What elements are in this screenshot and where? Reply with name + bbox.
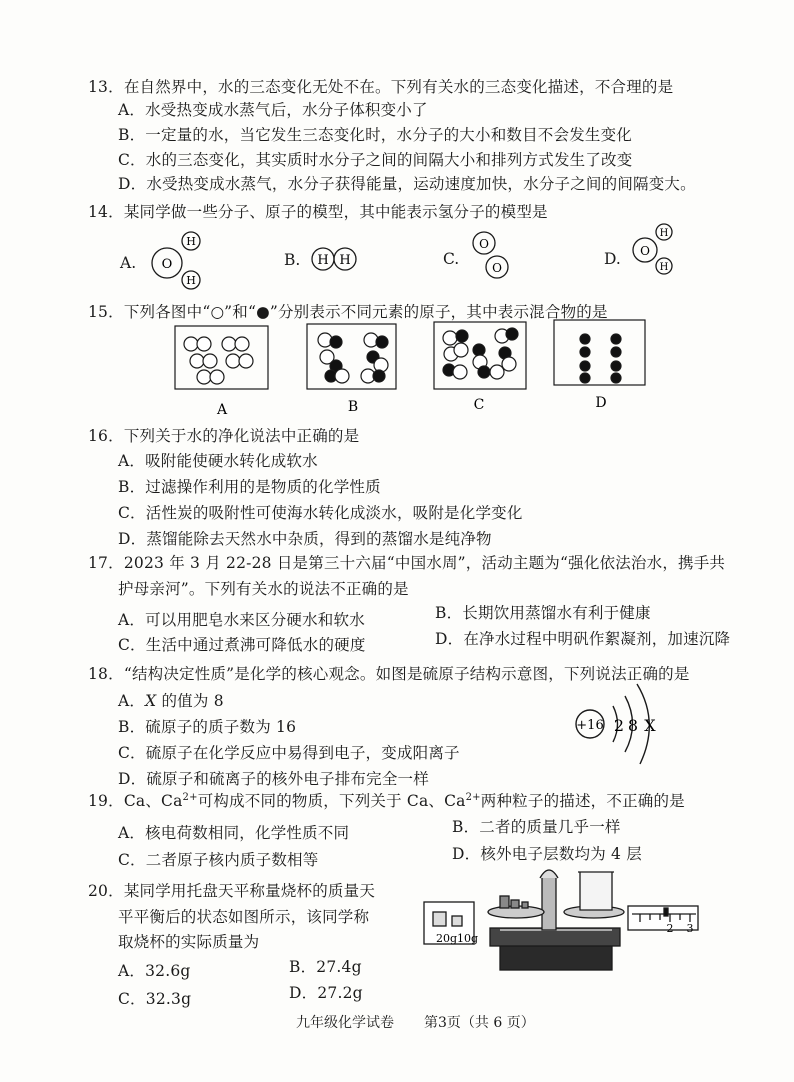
model-c-o2-label: O: [492, 261, 502, 275]
q18-option-a-rest: 的值为 8: [156, 692, 224, 710]
q16-option-a: A．吸附能使硬水转化成软水: [118, 452, 318, 470]
q20-option-d: D．27.2g: [289, 984, 363, 1002]
q19-option-c: C．二者原子核内质子数相等: [118, 851, 319, 869]
shell1-electrons: 2: [613, 716, 625, 735]
q13-stem: 13．在自然界中，水的三态变化无处不在。下列有关水的三态变化描述，不合理的是: [88, 78, 674, 96]
q15-box-c: [434, 322, 526, 389]
q19-stem-a: 19．Ca、Ca: [88, 792, 183, 810]
q19-option-a: A．核电荷数相同，化学性质不同: [118, 824, 350, 842]
q16-option-c: C．活性炭的吸附性可使海水转化成淡水，吸附是化学变化: [118, 504, 523, 522]
q19-option-b: B．二者的质量几乎一样: [452, 818, 621, 836]
shell3-electrons: X: [644, 716, 656, 735]
q16-option-d: D．蒸馏能除去天然水中杂质，得到的蒸馏水是纯净物: [118, 530, 492, 548]
q20-stem-line1: 20．某同学用托盘天平称量烧杯的质量天: [88, 882, 376, 900]
q14-option-d: D.: [604, 250, 621, 268]
q17-option-b: B．长期饮用蒸馏水有利于健康: [435, 604, 651, 622]
ruler-tick-3: 3: [686, 922, 694, 935]
q15-box-b: [307, 324, 396, 389]
model-b-h2-label: H: [339, 253, 351, 268]
footer-subject: 九年级化学试卷: [296, 1015, 394, 1031]
q18-option-c: C．硫原子在化学反应中易得到电子，变成阳离子: [118, 744, 460, 762]
q19-option-d: D．核外电子层数均为 4 层: [452, 845, 642, 863]
q16-option-b: B．过滤操作利用的是物质的化学性质: [118, 478, 381, 496]
q13-option-d: D．水受热变成水蒸气，水分子获得能量，运动速度加快，水分子之间的间隔变大。: [118, 175, 696, 193]
model-a-h1-label: H: [186, 235, 196, 248]
q15-label-d: D: [595, 395, 607, 411]
q18-option-a-prefix: A．: [118, 692, 146, 710]
model-d-h2-label: H: [659, 262, 669, 273]
model-b-h1-label: H: [317, 253, 329, 268]
q15-box-a: [175, 326, 268, 389]
model-a-h2-label: H: [186, 274, 196, 287]
q20-option-b: B．27.4g: [289, 958, 362, 976]
footer-page: 第3页（共 6 页）: [424, 1015, 535, 1031]
balance-diagram: [424, 870, 698, 970]
q20-option-c: C．32.3g: [118, 990, 192, 1008]
q17-option-a: A．可以用肥皂水来区分硬水和软水: [118, 611, 365, 629]
q17-stem-line2: 护母亲河”。下列有关水的说法不正确的是: [118, 580, 409, 598]
model-c-o1-label: O: [479, 237, 489, 251]
q20-stem-line2: 平平衡后的状态如图所示，该同学称: [118, 908, 370, 926]
q19-stem-c: 两种粒子的描述，不正确的是: [480, 792, 685, 810]
q14-option-a: A.: [120, 254, 137, 272]
shell2-electrons: 8: [627, 716, 639, 735]
q19-sup2: 2+: [465, 791, 481, 803]
q14-stem: 14．某同学做一些分子、原子的模型，其中能表示氢分子的模型是: [88, 203, 548, 221]
q20-stem-line3: 取烧杯的实际质量为: [118, 933, 260, 951]
q18-option-d: D．硫原子和硫离子的核外电子排布完全一样: [118, 770, 429, 788]
q17-option-c: C．生活中通过煮沸可降低水的硬度: [118, 636, 366, 654]
q17-stem-line1: 17．2023 年 3 月 22-28 日是第三十六届“中国水周”，活动主题为“强化依法治水，携手共: [88, 554, 726, 572]
q19-sup1: 2+: [182, 791, 198, 803]
q13-option-a: A．水受热变成水蒸气后，水分子体积变小了: [118, 101, 428, 119]
q19-stem-b: 可构成不同的物质，下列关于 Ca、Ca: [197, 792, 466, 810]
q18-option-a: [118, 690, 224, 712]
q17-option-d: D．在净水过程中明矾作絮凝剂，加速沉降: [435, 630, 731, 648]
q15-box-d: [554, 320, 645, 385]
ruler-tick-2: 2: [666, 922, 674, 935]
model-a-o-label: O: [161, 257, 173, 272]
q18-option-b: B．硫原子的质子数为 16: [118, 718, 297, 736]
nucleus-charge: +16: [576, 718, 604, 733]
q13-option-b: B．一定量的水，当它发生三态变化时，水分子的大小和数目不会发生变化: [118, 126, 632, 144]
q13-option-c: C．水的三态变化，其实质时水分子之间的间隔大小和排列方式发生了改变: [118, 151, 633, 169]
q14-option-b: B.: [284, 251, 301, 269]
q14-option-c: C.: [443, 250, 460, 268]
q15-stem: 15．下列各图中“○”和“●”分别表示不同元素的原子，其中表示混合物的是: [88, 303, 608, 321]
q15-label-b: B: [347, 399, 359, 415]
q18-option-a-var: X: [145, 692, 157, 710]
weight-10g: 10g: [457, 932, 479, 945]
q19-stem: [88, 790, 685, 812]
q20-option-a: A．32.6g: [118, 962, 191, 980]
q18-stem: 18．“结构决定性质”是化学的核心观念。如图是硫原子结构示意图，下列说法正确的是: [88, 665, 690, 683]
weight-20g: 20g: [436, 932, 458, 945]
q16-stem: 16．下列关于水的净化说法中正确的是: [88, 427, 360, 445]
q15-label-c: C: [473, 397, 485, 413]
model-d-o-label: O: [640, 244, 650, 258]
model-d-h1-label: H: [659, 228, 669, 239]
q15-label-a: A: [216, 402, 228, 418]
